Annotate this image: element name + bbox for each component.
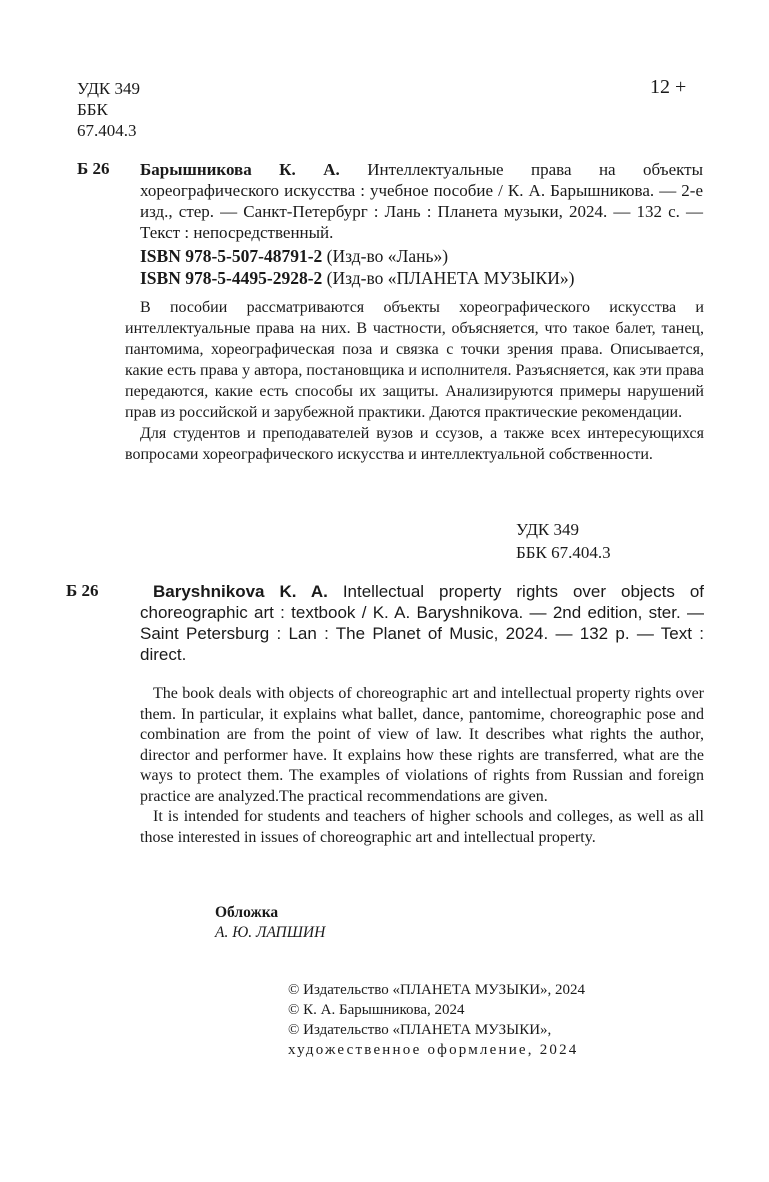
copyright-line-3: © Издательство «ПЛАНЕТА МУЗЫКИ», [288,1022,552,1038]
isbn-publisher-1: (Изд-во «Лань») [326,246,449,266]
copyright-line-4: художественное оформление, 2024 [288,1042,579,1058]
isbn-block [140,245,574,289]
bibliographic-text-en: Intellectual property rights over objects of choreographic art : textbook / K. A. Baryshnikova. — 2nd edition, ster. — Saint Petersburg : Lan : The Planet of Music, 2024. — 132 p. — Text : direct. [140,582,705,664]
author-sign-en: Б 26 [66,581,99,600]
isbn-publisher-2: (Изд-во «ПЛАНЕТА МУЗЫКИ») [326,268,575,288]
author-name-ru: Барышникова К. А. [140,160,340,179]
copyright-block [288,980,585,1060]
cover-designer: А. Ю. ЛАПШИН [215,924,326,941]
bibliographic-record-ru [140,159,703,243]
udk-code: УДК 349 [77,79,141,98]
abstract-ru-paragraph-2: Для студентов и преподавателей вузов и ссузов, а также всех интересующихся вопросами хореографического искусства и интеллектуальной собственности. [125,425,704,463]
isbn-number-2: ISBN 978-5-4495-2928-2 [140,268,323,288]
udk-code-mid: УДК 349 [516,520,580,539]
udk-block-mid [516,518,611,564]
copyright-line-1: © Издательство «ПЛАНЕТА МУЗЫКИ», 2024 [288,982,586,998]
bbk-code: 67.404.3 [77,121,137,140]
bibliographic-text-ru: Интеллектуальные права на объекты хореографического искусства : учебное пособие / К. А. Барышникова. — 2-е изд., стер. — Санкт-Петербург : Лань : Планета музыки, 2024. — 132 с. — Текст : непосредственный. [140,160,704,242]
isbn-line-2 [140,267,574,289]
abstract-en-paragraph-1: The book deals with objects of choreographic art and intellectual property rights over them. In particular, it explains what ballet, dance, pantomime, choreographic pose and combination are from the point of view of law. It describes what rights the author, director and performer have. It explains how these rights are transferred, what are the ways to protect them. The examples of violations of rights from Russian and foreign practice are analyzed.The practical recommendations are given. [140,685,704,805]
cover-credit [215,903,325,943]
abstract-en [140,684,704,848]
udk-block-top [77,78,140,141]
isbn-number-1: ISBN 978-5-507-48791-2 [140,246,323,266]
age-rating: 12 + [650,76,687,98]
bibliographic-record-en [140,581,704,665]
abstract-ru [125,297,704,465]
author-sign-ru: Б 26 [77,159,110,178]
cover-label: Обложка [215,904,279,921]
abstract-ru-paragraph-1: В пособии рассматриваются объекты хореографического искусства и интеллектуальные права на них. В частности, объясняется, что такое балет, танец, пантомима, хореографическая поза и связка с точки зрения права. Описывается, какие есть права у автора, постановщика и исполнителя. Разъясняется, как эти права передаются, какие есть способы их защиты. Анализируются примеры нарушений прав из российской и зарубежной практики. Даются практические рекомендации. [125,299,704,421]
copyright-line-2: © К. А. Барышникова, 2024 [288,1002,465,1018]
bbk-label: ББК [77,100,108,119]
author-name-en: Baryshnikova K. A. [153,582,328,601]
bbk-code-mid: ББК 67.404.3 [516,543,611,562]
isbn-line-1 [140,245,574,267]
abstract-en-paragraph-2: It is intended for students and teachers of higher schools and colleges, as well as all those interested in issues of choreographic art and intellectual property. [140,808,704,846]
